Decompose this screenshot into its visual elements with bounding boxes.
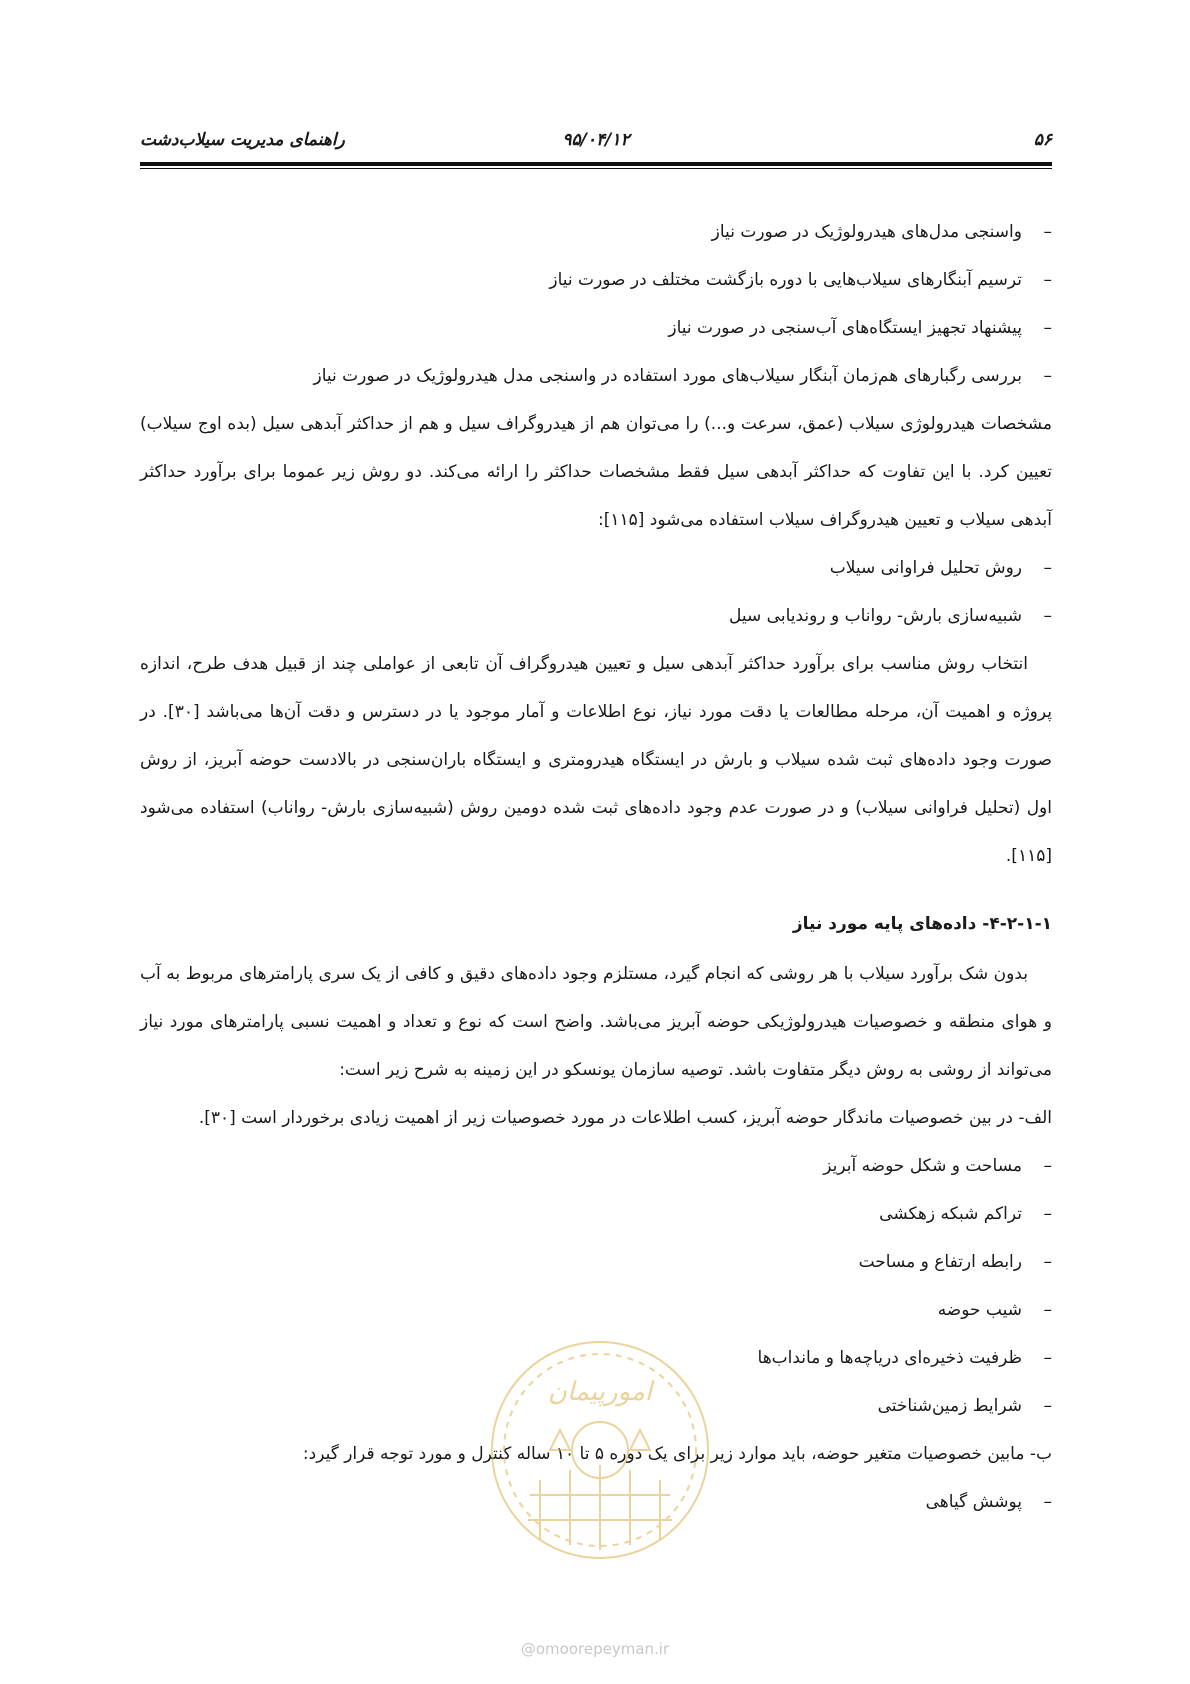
watermark-logo-text: امورپیمان	[547, 1377, 653, 1407]
watermark-logo-icon	[480, 1330, 720, 1570]
bullet-list-top	[140, 208, 1052, 400]
bullet-list-methods	[140, 544, 1052, 640]
dash-icon: –	[1043, 318, 1052, 338]
paragraph-basic-data: بدون شک برآورد سیلاب با هر روشی که انجام گیرد، مستلزم وجود داده‌های دقیق و کافی از یک سری پارامترهای مربوط به آب و هوای منطقه و خصوصیات هیدرولوژیکی حوضه آبریز می‌باشد. واضح است که نوع و تعداد و اهمیت نسبی پارامترهای مورد نیاز می‌تواند از روشی به روش دیگر متفاوت باشد. توصیه سازمان یونسکو در این زمینه به شرح زیر است:	[140, 964, 1052, 1080]
list-item: – روش تحلیل فراوانی سیلاب	[140, 544, 1052, 592]
list-item: – شیب حوضه	[140, 1286, 1052, 1334]
dash-icon: –	[1043, 1396, 1052, 1416]
header-rule-thin	[140, 168, 1052, 169]
dash-icon: –	[1043, 1348, 1052, 1368]
header-rule-thick	[140, 162, 1052, 166]
list-item: – شبیه‌سازی بارش- رواناب و روندیابی سیل	[140, 592, 1052, 640]
list-item: – پوشش گیاهی	[140, 1478, 1052, 1526]
dash-icon: –	[1043, 1204, 1052, 1224]
list-item: – مساحت و شکل حوضه آبریز	[140, 1142, 1052, 1190]
list-item: – بررسی رگبارهای هم‌زمان آبنگار سیلاب‌های مورد استفاده در واسنجی مدل هیدرولوژیک در صورت نیاز	[140, 352, 1052, 400]
page-number: ۵۶	[1033, 130, 1052, 150]
dash-icon: –	[1043, 270, 1052, 290]
dash-icon: –	[1043, 366, 1052, 386]
list-item: – رابطه ارتفاع و مساحت	[140, 1238, 1052, 1286]
section-heading: ۴-۲-۱-۱- داده‌های پایه مورد نیاز	[792, 914, 1052, 934]
body-content	[140, 208, 1052, 1526]
list-item: – ترسیم آبنگارهای سیلاب‌هایی با دوره بازگشت مختلف در صورت نیاز	[140, 256, 1052, 304]
paragraph-alef: الف- در بین خصوصیات ماندگار حوضه آبریز، کسب اطلاعات در مورد خصوصیات زیر از اهمیت زیادی برخوردار است [۳۰].	[198, 1108, 1052, 1128]
header-title: راهنمای مدیریت سیلاب‌دشت	[140, 130, 345, 150]
paragraph-method-selection: انتخاب روش مناسب برای برآورد حداکثر آبدهی سیل و تعیین هیدروگراف آن تابعی از عواملی چند از قبیل هدف طرح، اندازه پروژه و اهمیت آن، مرحله مطالعات یا دقت مورد نیاز، نوع اطلاعات و آمار موجود یا در دسترس و دقت آن‌ها می‌باشد [۳۰]. در صورت وجود داده‌های ثبت شده سیلاب و بارش در ایستگاه هیدرومتری و ایستگاه باران‌سنجی در بالادست حوضه آبریز، از روش اول (تحلیل فراوانی سیلاب) و در صورت عدم وجود داده‌های ثبت شده دومین روش (شبیه‌سازی بارش- رواناب) استفاده می‌شود [۱۱۵].	[140, 654, 1052, 866]
page-header	[140, 130, 1052, 160]
dash-icon: –	[1043, 222, 1052, 242]
dash-icon: –	[1043, 1300, 1052, 1320]
paragraph-be: ب- مابین خصوصیات متغیر حوضه، باید موارد زیر برای یک دوره ۵ تا ۱۰ ساله کنترل و مورد توجه قرار گیرد:	[302, 1444, 1052, 1464]
dash-icon: –	[1043, 1156, 1052, 1176]
dash-icon: –	[1043, 558, 1052, 578]
watermark-url: @omoorepeyman.ir	[520, 1640, 670, 1658]
list-item: – واسنجی مدل‌های هیدرولوژیک در صورت نیاز	[140, 208, 1052, 256]
list-item: – شرایط زمین‌شناختی	[140, 1382, 1052, 1430]
list-item: – تراکم شبکه زهکشی	[140, 1190, 1052, 1238]
dash-icon: –	[1043, 606, 1052, 626]
list-item: – ظرفیت ذخیره‌ای دریاچه‌ها و مانداب‌ها	[140, 1334, 1052, 1382]
header-date: ۹۵/۰۴/۱۲	[562, 130, 630, 150]
paragraph-flood-characteristics: مشخصات هیدرولوژی سیلاب (عمق، سرعت و...) را می‌توان هم از هیدروگراف سیل و هم از حداکثر آبدهی سیل (بده اوج سیلاب) تعیین کرد. با این تفاوت که حداکثر آبدهی سیل فقط مشخصات حداکثر را ارائه می‌کند. دو روش زیر عموما برای برآورد حداکثر آبدهی سیلاب و تعیین هیدروگراف سیلاب استفاده می‌شود [۱۱۵]:	[140, 414, 1052, 530]
dash-icon: –	[1043, 1492, 1052, 1512]
list-item: – پیشنهاد تجهیز ایستگاه‌های آب‌سنجی در صورت نیاز	[140, 304, 1052, 352]
dash-icon: –	[1043, 1252, 1052, 1272]
